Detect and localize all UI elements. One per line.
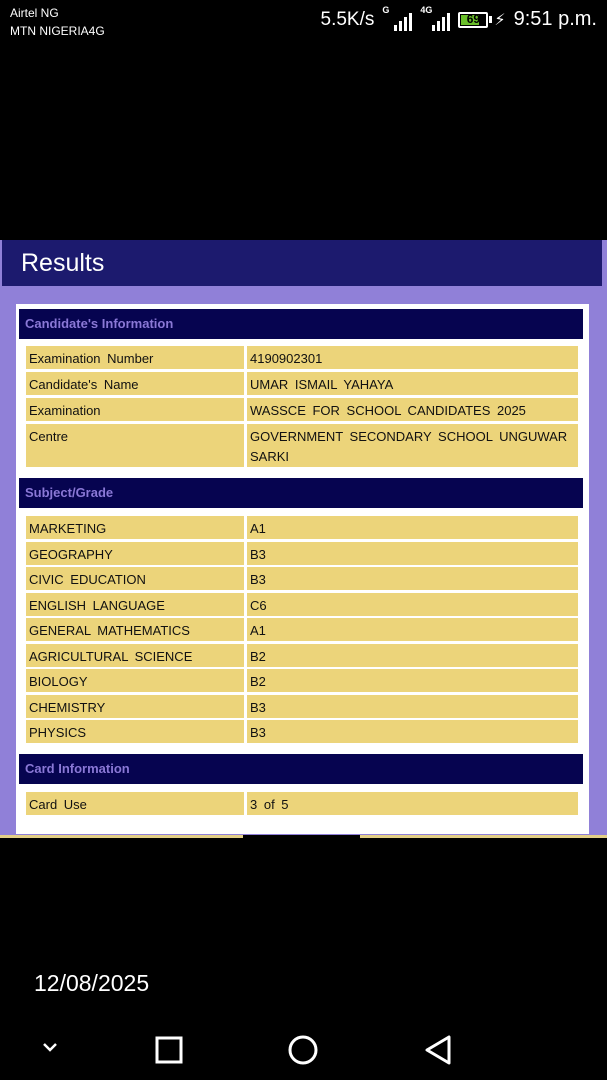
chevron-down-icon[interactable]	[40, 1040, 60, 1059]
network-speed: 5.5K/s	[320, 8, 375, 30]
subject-grade: C6	[247, 593, 578, 616]
row-label: Examination	[26, 398, 244, 421]
candidate-row	[26, 346, 578, 369]
row-label: Card Use	[26, 792, 244, 815]
subject-row	[26, 567, 578, 590]
navigation-bar	[0, 1020, 607, 1080]
recents-square-icon[interactable]	[154, 1035, 184, 1070]
row-value: 3 of 5	[247, 792, 578, 815]
section-subject-grade: Subject/Grade	[19, 478, 583, 508]
page-header	[2, 240, 602, 286]
subject-grade: B3	[247, 720, 578, 743]
candidate-row	[26, 424, 578, 467]
subject-name: CIVIC EDUCATION	[26, 567, 244, 590]
section-card-information: Card Information	[19, 754, 583, 784]
subject-name: CHEMISTRY	[26, 695, 244, 718]
home-circle-icon[interactable]	[286, 1033, 320, 1072]
subject-grade: A1	[247, 618, 578, 641]
subject-row	[26, 516, 578, 539]
subject-name: PHYSICS	[26, 720, 244, 743]
subject-name: MARKETING	[26, 516, 244, 539]
subject-row	[26, 593, 578, 616]
row-value: 4190902301	[247, 346, 578, 369]
subject-row	[26, 720, 578, 743]
page-title: Results	[21, 249, 105, 277]
battery-icon	[458, 10, 505, 30]
results-page	[0, 240, 607, 838]
battery-level: 69	[466, 11, 481, 26]
candidate-row	[26, 398, 578, 421]
signal-2-tag: 4G	[420, 4, 433, 15]
signal-icon-1	[382, 4, 412, 31]
subject-grade: B3	[247, 567, 578, 590]
subject-grade: B3	[247, 542, 578, 565]
carrier-1: Airtel NG	[10, 6, 59, 20]
card-row	[26, 792, 578, 815]
subject-row	[26, 542, 578, 565]
row-label: Centre	[26, 424, 244, 467]
row-value: UMAR ISMAIL YAHAYA	[247, 372, 578, 395]
section-candidate-information: Candidate's Information	[19, 309, 583, 339]
subject-name: GENERAL MATHEMATICS	[26, 618, 244, 641]
subject-grade: B2	[247, 669, 578, 692]
signal-1-tag: G	[382, 4, 390, 15]
subject-name: ENGLISH LANGUAGE	[26, 593, 244, 616]
subject-name: BIOLOGY	[26, 669, 244, 692]
subject-row	[26, 644, 578, 667]
status-bar-right	[320, 4, 598, 31]
carrier-info	[10, 4, 105, 40]
row-value: GOVERNMENT SECONDARY SCHOOL UNGUWAR SARKI	[247, 424, 578, 467]
row-value: WASSCE FOR SCHOOL CANDIDATES 2025	[247, 398, 578, 421]
carrier-2: MTN NIGERIA4G	[10, 24, 105, 38]
clock: 9:51 p.m.	[513, 8, 597, 30]
subject-name: GEOGRAPHY	[26, 542, 244, 565]
row-label: Candidate's Name	[26, 372, 244, 395]
candidate-row	[26, 372, 578, 395]
subject-row	[26, 669, 578, 692]
subject-row	[26, 618, 578, 641]
date-stamp: 12/08/2025	[34, 970, 150, 996]
subject-grade: A1	[247, 516, 578, 539]
subject-grade: B2	[247, 644, 578, 667]
subject-name: AGRICULTURAL SCIENCE	[26, 644, 244, 667]
charging-icon: ⚡︎	[494, 11, 506, 29]
subject-grade: B3	[247, 695, 578, 718]
subject-row	[26, 695, 578, 718]
row-label: Examination Number	[26, 346, 244, 369]
signal-icon-2	[420, 4, 450, 31]
back-triangle-icon[interactable]	[422, 1033, 454, 1072]
results-panel	[16, 304, 589, 834]
